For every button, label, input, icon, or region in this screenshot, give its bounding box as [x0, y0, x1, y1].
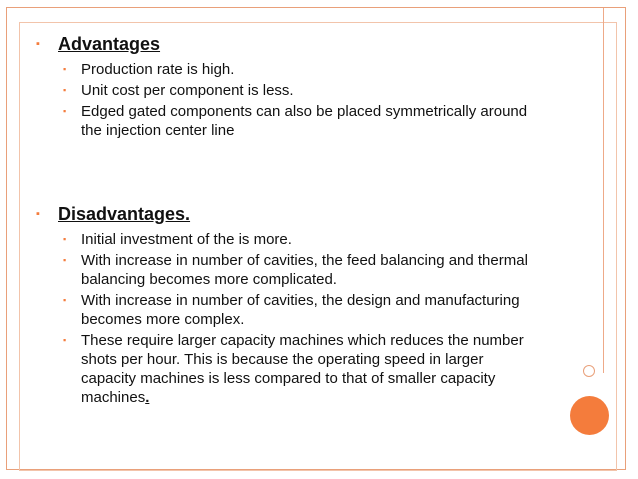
list-item — [63, 81, 556, 100]
list-item — [63, 331, 556, 407]
list-item — [63, 60, 556, 79]
list-item — [63, 291, 556, 329]
bullet-icon: ▪ — [63, 295, 67, 305]
list-item — [63, 102, 556, 140]
advantages-list — [63, 60, 556, 140]
bullet-icon: ▪ — [63, 64, 67, 74]
bullet-icon: ▪ — [63, 335, 67, 345]
disadvantages-heading-row — [36, 202, 556, 226]
disadvantages-list — [63, 230, 556, 407]
bullet-icon: ▪ — [36, 208, 40, 220]
list-item — [63, 230, 556, 249]
list-item — [63, 251, 556, 289]
bullet-icon: ▪ — [36, 38, 40, 50]
disadvantages-heading: Disadvantages. — [58, 204, 191, 224]
bullet-icon: ▪ — [63, 85, 67, 95]
list-item-text: Unit cost per component is less. — [81, 82, 294, 99]
advantages-heading: Advantages — [58, 34, 161, 54]
disadvantages-section — [36, 202, 556, 409]
list-item-text — [81, 331, 541, 407]
list-item-period: . — [145, 389, 150, 406]
list-item-text: Edged gated components can also be placed symmetrically around the injection center line — [81, 103, 528, 139]
list-item-text: Initial investment of the is more. — [81, 231, 292, 248]
list-item-text: Production rate is high. — [81, 61, 235, 78]
list-item-text: With increase in number of cavities, the design and manufacturing becomes more complex. — [81, 292, 520, 328]
bullet-icon: ▪ — [63, 255, 67, 265]
list-item-text: With increase in number of cavities, the feed balancing and thermal balancing becomes more complicated. — [81, 252, 528, 288]
list-item-text-body: These require larger capacity machines which reduces the number shots per hour. This is because the operating speed in larger capacity machines is less compared to that of smaller capacity machines — [81, 332, 524, 406]
advantages-section — [36, 32, 556, 142]
bullet-icon: ▪ — [63, 106, 67, 116]
bullet-icon: ▪ — [63, 234, 67, 244]
advantages-heading-row — [36, 32, 556, 56]
